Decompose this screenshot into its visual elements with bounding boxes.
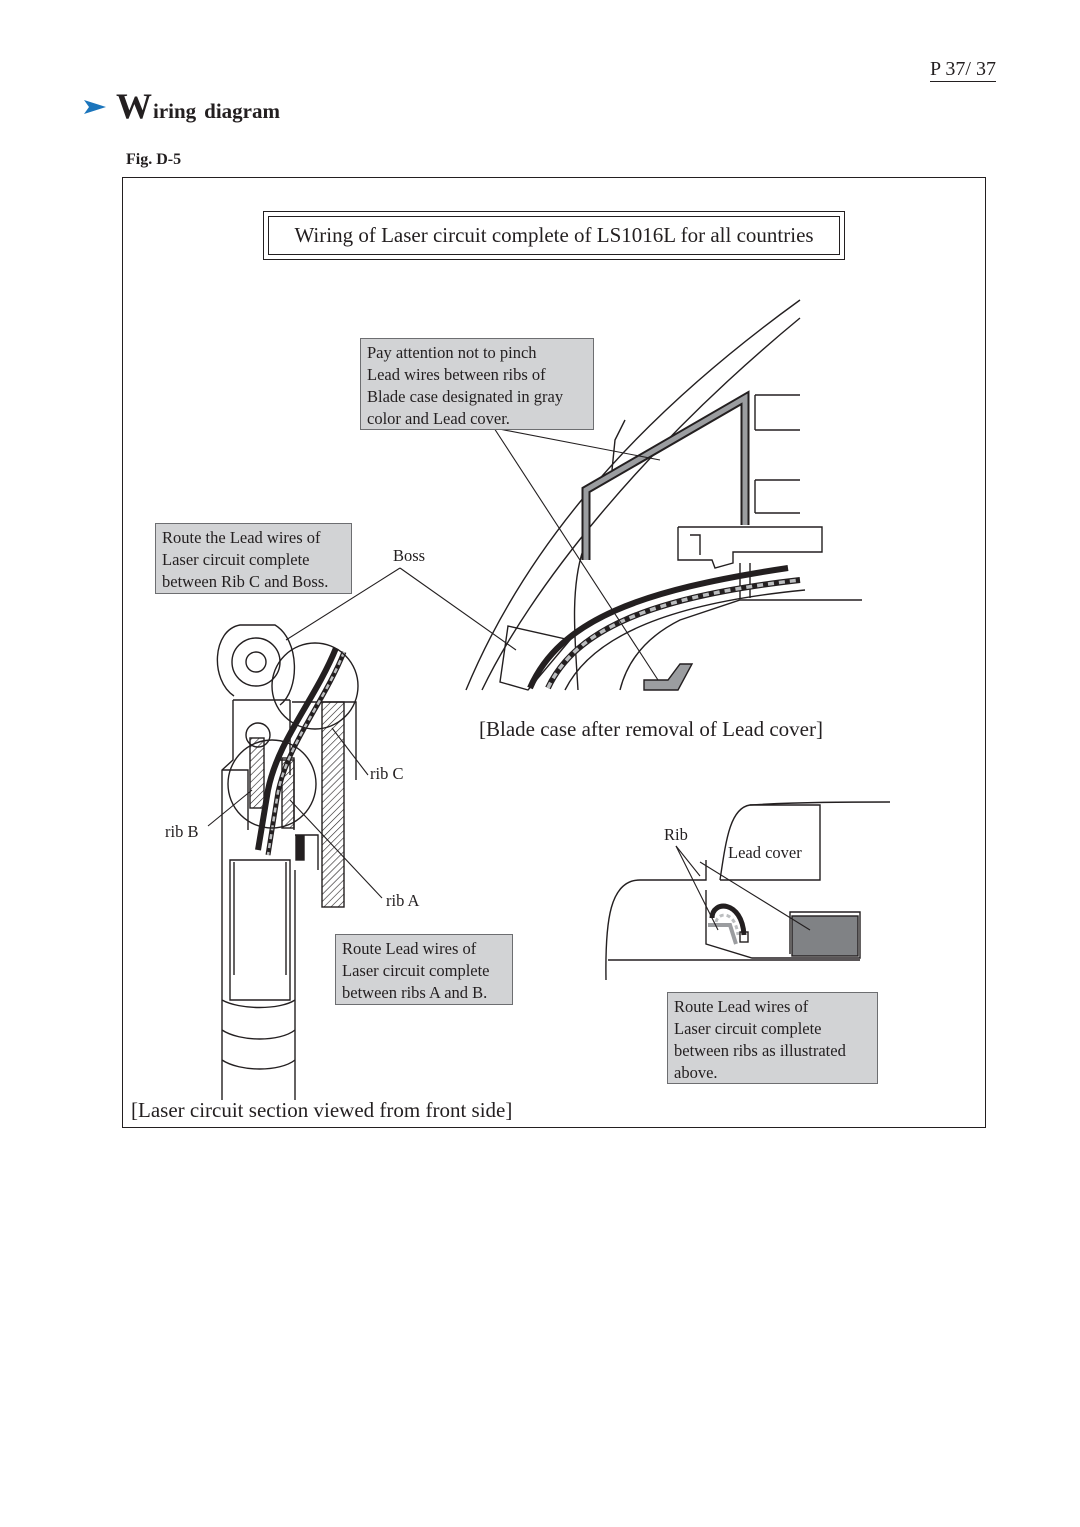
figure-label: Fig. D-5 <box>126 151 182 168</box>
heading-word-2: diagram <box>204 99 280 123</box>
heading-initial: W <box>116 86 152 126</box>
caption-blade-case: [Blade case after removal of Lead cover] <box>479 717 823 741</box>
page-number: P 37/ 37 <box>930 58 996 80</box>
label-rib-b: rib B <box>165 822 199 841</box>
label-rib: Rib <box>664 825 688 844</box>
figure-title: Wiring of Laser circuit complete of LS1016L for all countries <box>268 216 840 255</box>
note-pinch-warning: Pay attention not to pinch Lead wires between ribs of Blade case designated in gray color and Lead cover. <box>360 338 594 430</box>
label-lead-cover: Lead cover <box>728 843 802 862</box>
note-route-rib-c-boss: Route the Lead wires of Laser circuit complete between Rib C and Boss. <box>155 523 352 594</box>
label-rib-a: rib A <box>386 891 420 910</box>
heading-word-1: iring <box>153 99 197 123</box>
note-route-ribs-illustrated: Route Lead wires of Laser circuit complete between ribs as illustrated above. <box>667 992 878 1084</box>
label-boss: Boss <box>393 546 426 565</box>
caption-laser-section: [Laser circuit section viewed from front side] <box>131 1098 513 1122</box>
label-rib-c: rib C <box>370 764 404 783</box>
note-route-ribs-a-b: Route Lead wires of Laser circuit complete between ribs A and B. <box>335 934 513 1005</box>
left-leader-lines <box>208 568 516 898</box>
laser-section-drawing <box>217 625 358 1100</box>
